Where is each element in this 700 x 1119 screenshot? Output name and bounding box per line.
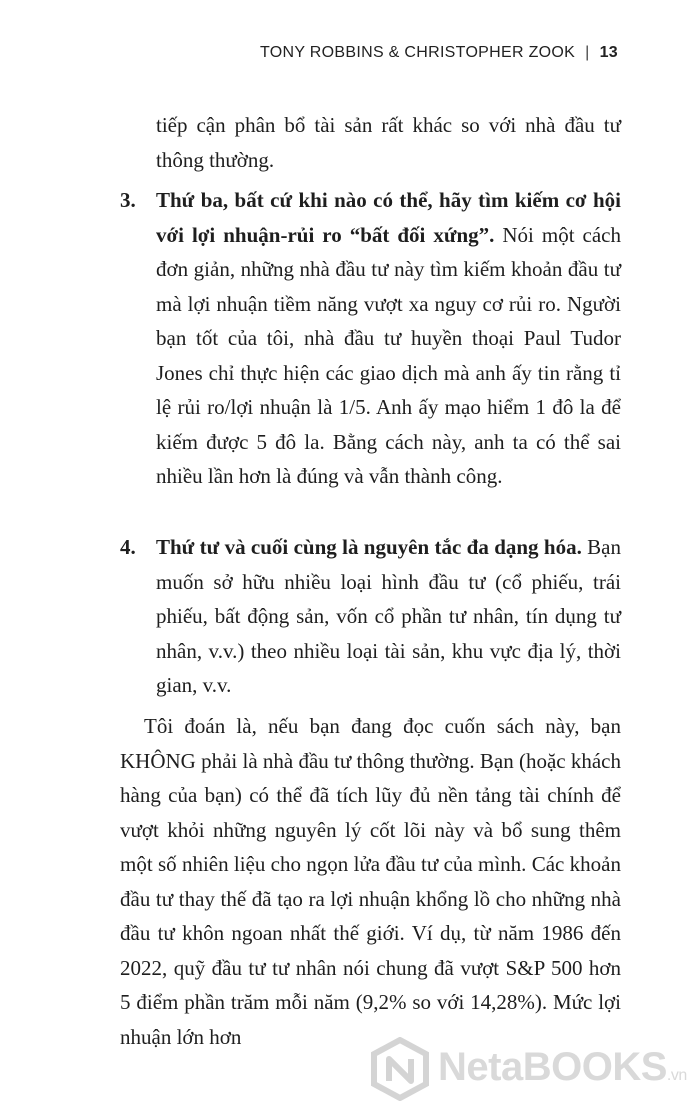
list-item-3-heading: Thứ ba, bất cứ khi nào có thể, hãy tìm kiếm cơ hội với lợi nhuận-rủi ro “bất đối xứng”. xyxy=(156,188,621,247)
list-item-3-body xyxy=(156,183,621,494)
running-header xyxy=(260,44,618,62)
header-separator: | xyxy=(585,44,590,61)
page-number: 13 xyxy=(599,44,618,61)
list-item-3-number: 3. xyxy=(120,188,136,212)
watermark-text xyxy=(438,1045,687,1090)
continuation-text: tiếp cận phân bổ tài sản rất khác so với nhà đầu tư thông thường. xyxy=(156,113,621,172)
list-item-4-text: Bạn muốn sở hữu nhiều loại hình đầu tư (cổ phiếu, trái phiếu, bất động sản, vốn cổ phần tư nhân, tín dụng tư nhân, v.v.) theo nhiều loại tài sản, khu vực địa lý, thời gian, v.v. xyxy=(156,535,622,697)
list-item-3-text: Nói một cách đơn giản, những nhà đầu tư này tìm kiếm khoản đầu tư mà lợi nhuận tiềm năng vượt xa nguy cơ rủi ro. Người bạn tốt của tôi, nhà đầu tư huyền thoại Paul Tudor Jones chỉ thực hiện các giao dịch mà anh ấy tin rằng tỉ lệ rủi ro/lợi nhuận là 1/5. Anh ấy mạo hiểm 1 đô la để kiếm được 5 đô la. Bằng cách này, anh ta có thể sai nhiều lần hơn là đúng và vẫn thành công. xyxy=(156,222,621,488)
list-item-4 xyxy=(120,530,621,703)
list-item-4-number: 4. xyxy=(120,535,136,559)
header-authors: TONY ROBBINS & CHRISTOPHER ZOOK xyxy=(259,44,576,61)
watermark xyxy=(368,1035,688,1105)
watermark-brand: NetaBOOKS xyxy=(438,1045,667,1089)
list-item-4-heading: Thứ tư và cuối cùng là nguyên tắc đa dạng hóa. xyxy=(156,535,582,559)
n-hexagon-logo-icon xyxy=(368,1037,432,1101)
list-item-3 xyxy=(120,183,621,494)
list-item-4-body xyxy=(156,530,621,703)
body-paragraph: Tôi đoán là, nếu bạn đang đọc cuốn sách này, bạn KHÔNG phải là nhà đầu tư thông thường. Bạn (hoặc khách hàng của bạn) có thể đã tích lũy đủ nền tảng tài chính để vượt khỏi những nguyên lý cốt lõi này và bổ sung thêm một số nhiên liệu cho ngọn lửa đầu tư của mình. Các khoản đầu tư thay thế đã tạo ra lợi nhuận khổng lồ cho những nhà đầu tư khôn ngoan nhất thế giới. Ví dụ, từ năm 1986 đến 2022, quỹ đầu tư tư nhân nói chung đã vượt S&P 500 hơn 5 điểm phần trăm mỗi năm (9,2% so với 14,28%). Mức lợi nhuận lớn hơn xyxy=(120,714,622,1049)
watermark-suffix: .vn xyxy=(666,1067,687,1084)
